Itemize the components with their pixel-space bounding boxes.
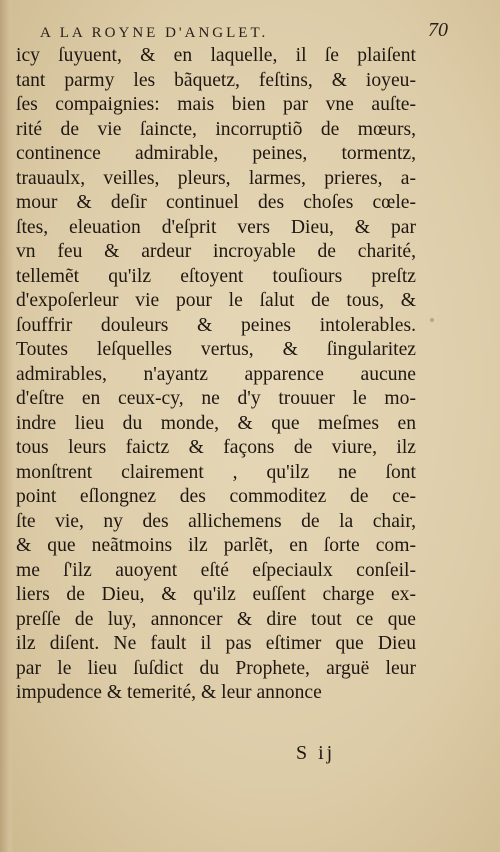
text-line: tellemẽt qu'ilz eſtoyent touſiours preſtz xyxy=(16,265,416,287)
ink-spot xyxy=(430,318,434,322)
text-line: continence admirable, peines, tormentz, xyxy=(16,143,416,164)
text-line: mour & deſir continuel des choſes cœle- xyxy=(16,192,416,213)
text-line: ſouffrir douleurs & peines intolerables. xyxy=(16,314,416,336)
text-line: point eſlongnez des commoditez de ce- xyxy=(16,486,416,507)
running-head: A LA ROYNE D'ANGLET. xyxy=(40,25,269,41)
text-line: me ſ'ilz auoyent eſté eſpeciaulx conſeil- xyxy=(16,559,416,581)
text-line: liers de Dieu, & qu'ilz euſſent charge ex- xyxy=(16,584,416,605)
text-line: icy ſuyuent, & en laquelle, il ſe plaiſent xyxy=(16,45,416,66)
text-line: monſtrent clairement , qu'ilz ne ſont xyxy=(16,461,416,483)
text-line: ſtes, eleuation d'eſprit vers Dieu, & par xyxy=(16,216,416,238)
text-line: admirables, n'ayantz apparence aucune xyxy=(16,363,416,385)
signature-mark: S ij xyxy=(296,742,336,764)
text-line: impudence & temerité, & leur annonce xyxy=(16,682,322,703)
page-header xyxy=(40,14,448,42)
text-line: vn feu & ardeur incroyable de charité, xyxy=(16,241,416,262)
text-line: tous leurs faictz & façons de viure, ilz xyxy=(16,437,416,458)
text-line: ilz diſent. Ne fault il pas eſtimer que Dieu xyxy=(16,633,416,654)
text-line: ſes compaignies: mais bien par vne auſte- xyxy=(16,94,416,115)
text-line: & que neãtmoins ilz parlẽt, en ſorte com- xyxy=(16,535,416,556)
text-line: rité de vie ſaincte, incorruptiõ de mœurs, xyxy=(16,118,416,140)
body-text xyxy=(16,44,416,706)
text-line: d'expoſerleur vie pour le ſalut de tous, & xyxy=(16,290,416,311)
binding-gutter xyxy=(0,0,14,852)
text-line: trauaulx, veilles, pleurs, larmes, prieres, a- xyxy=(16,167,416,189)
text-line: indre lieu du monde, & que meſmes en xyxy=(16,412,416,434)
text-line: ſte vie, ny des allichemens de la chair, xyxy=(16,510,416,532)
text-line: tant parmy les bãquetz, feſtins, & ioyeu- xyxy=(16,69,416,91)
text-line: Toutes leſquelles vertus, & ſingularitez xyxy=(16,339,416,360)
text-line: preſſe de luy, annoncer & dire tout ce que xyxy=(16,608,416,630)
text-line: d'eſtre en ceux-cy, ne d'y trouuer le mo- xyxy=(16,388,416,409)
page-number: 70 xyxy=(428,19,448,41)
text-line: par le lieu ſuſdict du Prophete, arguë leur xyxy=(16,657,416,679)
